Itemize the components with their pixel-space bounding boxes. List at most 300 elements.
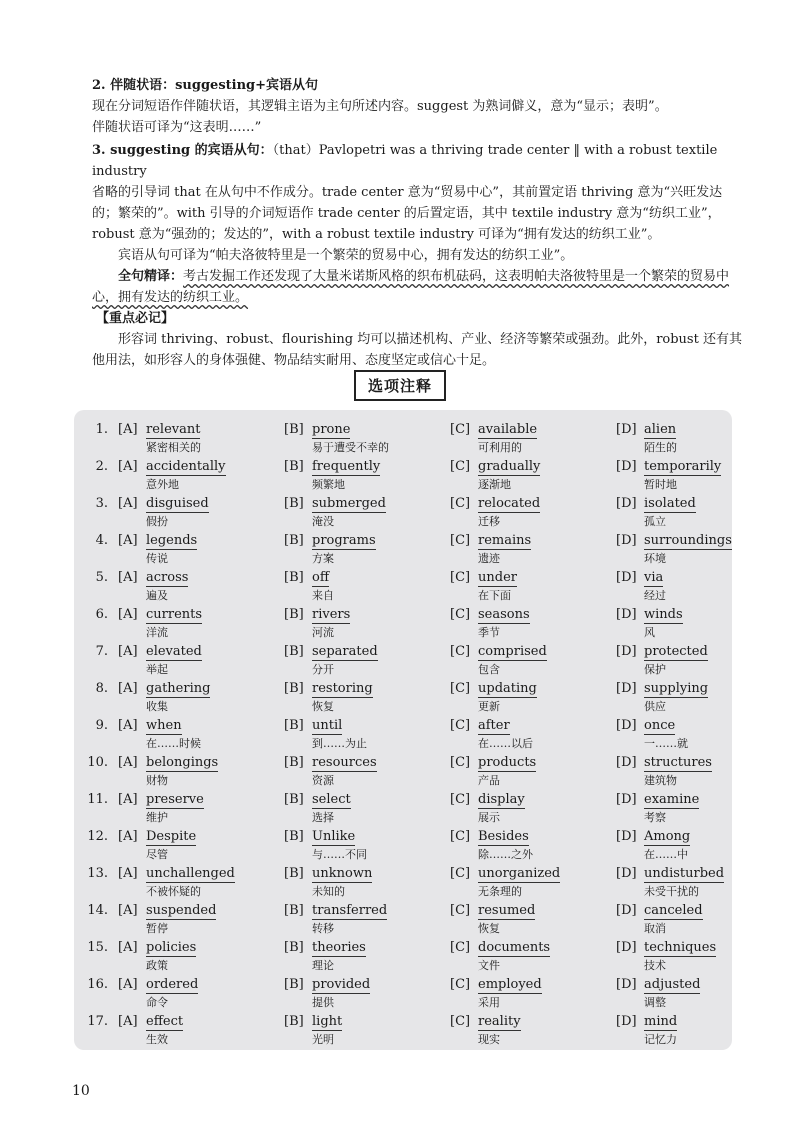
option-translation: 收集	[146, 700, 168, 713]
vocab-option	[284, 642, 444, 679]
question-number: 14.	[87, 903, 108, 918]
vocab-row	[74, 901, 732, 938]
option-letter: [B]	[284, 533, 304, 548]
vocab-option	[616, 568, 776, 605]
option-word: effect	[146, 1014, 184, 1029]
option-translation: 更新	[478, 700, 500, 713]
option-word: adjusted	[644, 977, 701, 992]
option-word: employed	[478, 977, 542, 992]
vocab-option	[450, 753, 610, 790]
option-word: after	[478, 718, 510, 733]
section-3-para-1: 省略的引导词 that 在从句中不作成分。trade center 意为“贸易中心”，其前置定语 thriving 意为“兴旺发达的；繁荣的”。with 引导的介词短语作 trade center 的后置定语，其中 textile industry 意为“纺织工业”，robust 意为“强劲的；发达的”，with a robust textile industry 可译为“拥有发达的纺织工业”。	[92, 185, 723, 242]
option-word: prone	[312, 422, 351, 437]
section-2-line-1: 现在分词短语作伴随状语，其逻辑主语为主句所述内容。suggest 为熟词僻义，意为“显示；表明”。	[92, 99, 668, 114]
option-translation: 选择	[312, 811, 334, 824]
option-word: off	[312, 570, 330, 585]
option-word: resources	[312, 755, 377, 770]
vocab-option	[616, 457, 776, 494]
option-word: provided	[312, 977, 371, 992]
option-translation: 保护	[644, 663, 666, 676]
option-translation: 资源	[312, 774, 334, 787]
vocab-option	[118, 716, 278, 753]
option-translation: 考察	[644, 811, 666, 824]
section-2-body	[92, 96, 742, 138]
vocab-option	[118, 679, 278, 716]
option-word: when	[146, 718, 182, 733]
vocab-option	[284, 605, 444, 642]
option-letter: [C]	[450, 422, 471, 437]
vocab-option	[118, 827, 278, 864]
option-word: legends	[146, 533, 198, 548]
option-word: products	[478, 755, 537, 770]
vocab-option	[616, 938, 776, 975]
option-word: relevant	[146, 422, 201, 437]
option-word: belongings	[146, 755, 219, 770]
vocab-row	[74, 457, 732, 494]
vocab-option	[118, 901, 278, 938]
option-translation: 在……时候	[146, 737, 201, 750]
option-letter: [C]	[450, 607, 471, 622]
vocab-option	[284, 568, 444, 605]
option-translation: 易于遭受不幸的	[312, 441, 389, 454]
option-word: relocated	[478, 496, 541, 511]
option-letter: [C]	[450, 459, 471, 474]
option-word: preserve	[146, 792, 204, 807]
option-letter: [B]	[284, 1014, 304, 1029]
question-number: 9.	[95, 718, 108, 733]
option-letter: [D]	[616, 681, 637, 696]
option-letter: [B]	[284, 755, 304, 770]
page-number: 10	[72, 1083, 90, 1099]
option-word: comprised	[478, 644, 547, 659]
option-translation: 陌生的	[644, 441, 677, 454]
option-translation: 迁移	[478, 515, 500, 528]
vocab-row	[74, 605, 732, 642]
option-letter: [B]	[284, 459, 304, 474]
option-word: protected	[644, 644, 708, 659]
option-word: gradually	[478, 459, 541, 474]
option-translation: 取消	[644, 922, 666, 935]
option-word: programs	[312, 533, 376, 548]
option-translation: 不被怀疑的	[146, 885, 201, 898]
option-letter: [A]	[118, 903, 138, 918]
option-word: seasons	[478, 607, 530, 622]
options-title-wrap	[0, 370, 800, 401]
option-letter: [C]	[450, 792, 471, 807]
vocab-option	[284, 420, 444, 457]
vocab-option	[284, 790, 444, 827]
vocab-row	[74, 494, 732, 531]
option-word: elevated	[146, 644, 202, 659]
option-letter: [B]	[284, 829, 304, 844]
option-word: once	[644, 718, 676, 733]
option-letter: [D]	[616, 718, 637, 733]
question-number: 7.	[95, 644, 108, 659]
option-letter: [C]	[450, 829, 471, 844]
vocab-row	[74, 568, 732, 605]
option-letter: [A]	[118, 533, 138, 548]
question-number: 2.	[95, 459, 108, 474]
option-word: structures	[644, 755, 712, 770]
vocab-option	[450, 457, 610, 494]
option-letter: [B]	[284, 644, 304, 659]
vocab-row	[74, 679, 732, 716]
option-word: alien	[644, 422, 677, 437]
vocab-option	[284, 827, 444, 864]
option-word: separated	[312, 644, 378, 659]
question-number: 8.	[95, 681, 108, 696]
vocab-row	[74, 1012, 732, 1049]
option-word: select	[312, 792, 351, 807]
option-translation: 紧密相关的	[146, 441, 201, 454]
vocab-option	[450, 420, 610, 457]
option-letter: [D]	[616, 644, 637, 659]
option-translation: 展示	[478, 811, 500, 824]
vocab-option	[118, 790, 278, 827]
option-translation: 方案	[312, 552, 334, 565]
option-word: resumed	[478, 903, 536, 918]
option-translation: 文件	[478, 959, 500, 972]
vocab-option	[616, 716, 776, 753]
option-letter: [A]	[118, 422, 138, 437]
vocab-option	[616, 827, 776, 864]
option-translation: 遍及	[146, 589, 168, 602]
option-letter: [D]	[616, 1014, 637, 1029]
vocab-option	[450, 605, 610, 642]
vocab-row	[74, 790, 732, 827]
vocab-option	[284, 679, 444, 716]
option-word: available	[478, 422, 538, 437]
option-word: techniques	[644, 940, 717, 955]
option-letter: [B]	[284, 422, 304, 437]
option-word: ordered	[146, 977, 199, 992]
vocab-option	[284, 1012, 444, 1049]
option-letter: [D]	[616, 459, 637, 474]
vocab-panel	[74, 410, 732, 1050]
option-word: supplying	[644, 681, 709, 696]
option-letter: [A]	[118, 718, 138, 733]
vocab-option	[450, 531, 610, 568]
option-letter: [B]	[284, 792, 304, 807]
option-translation: 暂停	[146, 922, 168, 935]
option-letter: [B]	[284, 903, 304, 918]
question-number: 5.	[95, 570, 108, 585]
option-translation: 供应	[644, 700, 666, 713]
vocab-option	[450, 975, 610, 1012]
option-letter: [C]	[450, 681, 471, 696]
option-word: rivers	[312, 607, 351, 622]
option-letter: [A]	[118, 755, 138, 770]
option-word: across	[146, 570, 189, 585]
full-translation	[92, 266, 742, 308]
vocab-row	[74, 716, 732, 753]
option-word: reality	[478, 1014, 521, 1029]
option-translation: 在……中	[644, 848, 688, 861]
option-translation: 淹没	[312, 515, 334, 528]
vocab-option	[118, 568, 278, 605]
option-translation: 财物	[146, 774, 168, 787]
option-translation: 政策	[146, 959, 168, 972]
question-number: 1.	[95, 422, 108, 437]
option-translation: 到……为止	[312, 737, 367, 750]
section-3-body	[92, 140, 742, 371]
option-word: light	[312, 1014, 343, 1029]
option-word: Despite	[146, 829, 197, 844]
option-translation: 一……就	[644, 737, 688, 750]
option-letter: [D]	[616, 829, 637, 844]
option-letter: [A]	[118, 681, 138, 696]
option-letter: [B]	[284, 607, 304, 622]
option-translation: 假扮	[146, 515, 168, 528]
option-word: frequently	[312, 459, 381, 474]
option-translation: 采用	[478, 996, 500, 1009]
option-word: isolated	[644, 496, 696, 511]
vocab-option	[616, 864, 776, 901]
vocab-option	[616, 531, 776, 568]
option-translation: 尽管	[146, 848, 168, 861]
option-letter: [A]	[118, 977, 138, 992]
vocab-row	[74, 642, 732, 679]
vocab-option	[450, 1012, 610, 1049]
option-translation: 遗迹	[478, 552, 500, 565]
option-translation: 维护	[146, 811, 168, 824]
option-translation: 命令	[146, 996, 168, 1009]
vocab-option	[118, 642, 278, 679]
option-translation: 提供	[312, 996, 334, 1009]
vocab-option	[284, 457, 444, 494]
vocab-option	[284, 531, 444, 568]
option-letter: [A]	[118, 459, 138, 474]
vocab-row	[74, 531, 732, 568]
vocab-option	[284, 864, 444, 901]
vocab-option	[118, 864, 278, 901]
option-letter: [B]	[284, 940, 304, 955]
translation-text: 考古发掘工作还发现了大量米诺斯风格的织布机砝码，这表明帕夫洛彼特里是一个繁荣的贸易中心，拥有发达的纺织工业。	[92, 269, 730, 305]
question-number: 13.	[87, 866, 108, 881]
option-translation: 调整	[644, 996, 666, 1009]
option-letter: [C]	[450, 496, 471, 511]
option-word: via	[644, 570, 664, 585]
vocab-option	[284, 716, 444, 753]
option-letter: [D]	[616, 570, 637, 585]
question-number: 4.	[95, 533, 108, 548]
option-letter: [A]	[118, 496, 138, 511]
vocab-option	[450, 716, 610, 753]
option-word: examine	[644, 792, 700, 807]
option-word: documents	[478, 940, 551, 955]
option-translation: 与……不同	[312, 848, 367, 861]
option-word: until	[312, 718, 343, 733]
option-word: remains	[478, 533, 532, 548]
vocab-option	[616, 605, 776, 642]
option-translation: 来自	[312, 589, 334, 602]
option-letter: [D]	[616, 607, 637, 622]
key-points-label: 【重点必记】	[96, 311, 175, 326]
vocab-option	[616, 1012, 776, 1049]
option-translation: 建筑物	[644, 774, 677, 787]
question-number: 15.	[87, 940, 108, 955]
vocab-option	[284, 938, 444, 975]
option-letter: [A]	[118, 792, 138, 807]
vocab-option	[450, 494, 610, 531]
option-word: temporarily	[644, 459, 722, 474]
option-word: transferred	[312, 903, 388, 918]
option-letter: [B]	[284, 977, 304, 992]
section-3-para-2: 宾语从句可译为“帕夫洛彼特里是一个繁荣的贸易中心，拥有发达的纺织工业”。	[118, 248, 574, 263]
option-word: updating	[478, 681, 537, 696]
option-translation: 频繁地	[312, 478, 345, 491]
question-number: 16.	[87, 977, 108, 992]
option-translation: 光明	[312, 1033, 334, 1046]
vocab-option	[450, 827, 610, 864]
vocab-option	[616, 975, 776, 1012]
option-letter: [C]	[450, 533, 471, 548]
option-letter: [A]	[118, 1014, 138, 1029]
option-translation: 无条理的	[478, 885, 522, 898]
option-word: gathering	[146, 681, 211, 696]
key-points-text: 形容词 thriving、robust、flourishing 均可以描述机构、产业、经济等繁荣或强劲。此外，robust 还有其他用法，如形容人的身体强健、物品结实耐用、态度坚定或信心十足。	[92, 332, 742, 368]
option-word: theories	[312, 940, 366, 955]
option-letter: [A]	[118, 570, 138, 585]
question-number: 11.	[87, 792, 108, 807]
vocab-option	[616, 642, 776, 679]
vocab-option	[118, 494, 278, 531]
option-word: unknown	[312, 866, 373, 881]
option-letter: [C]	[450, 570, 471, 585]
vocab-option	[284, 494, 444, 531]
option-translation: 季节	[478, 626, 500, 639]
option-translation: 除……之外	[478, 848, 533, 861]
vocab-row	[74, 753, 732, 790]
vocab-option	[616, 901, 776, 938]
option-word: display	[478, 792, 525, 807]
options-title: 选项注释	[354, 370, 446, 401]
question-number: 3.	[95, 496, 108, 511]
option-letter: [C]	[450, 903, 471, 918]
option-translation: 在……以后	[478, 737, 533, 750]
option-word: canceled	[644, 903, 703, 918]
option-translation: 意外地	[146, 478, 179, 491]
option-letter: [D]	[616, 940, 637, 955]
option-letter: [A]	[118, 607, 138, 622]
vocab-row	[74, 864, 732, 901]
option-translation: 恢复	[478, 922, 500, 935]
option-translation: 转移	[312, 922, 334, 935]
option-word: currents	[146, 607, 203, 622]
vocab-option	[118, 457, 278, 494]
option-word: accidentally	[146, 459, 226, 474]
option-word: submerged	[312, 496, 386, 511]
option-letter: [A]	[118, 644, 138, 659]
vocab-option	[450, 901, 610, 938]
option-letter: [C]	[450, 1014, 471, 1029]
option-translation: 未受干扰的	[644, 885, 699, 898]
option-translation: 理论	[312, 959, 334, 972]
option-translation: 现实	[478, 1033, 500, 1046]
vocab-option	[118, 753, 278, 790]
vocab-row	[74, 420, 732, 457]
option-letter: [D]	[616, 977, 637, 992]
vocab-row	[74, 975, 732, 1012]
option-word: surroundings	[644, 533, 732, 548]
question-number: 10.	[87, 755, 108, 770]
option-translation: 环境	[644, 552, 666, 565]
vocab-option	[450, 938, 610, 975]
option-letter: [B]	[284, 496, 304, 511]
vocab-option	[118, 975, 278, 1012]
option-translation: 恢复	[312, 700, 334, 713]
option-word: under	[478, 570, 517, 585]
option-letter: [B]	[284, 718, 304, 733]
option-letter: [D]	[616, 866, 637, 881]
vocab-option	[450, 568, 610, 605]
translation-label: 全句精译：	[118, 269, 184, 284]
vocab-option	[284, 975, 444, 1012]
option-word: Unlike	[312, 829, 356, 844]
option-translation: 风	[644, 626, 655, 639]
option-translation: 举起	[146, 663, 168, 676]
option-translation: 逐渐地	[478, 478, 511, 491]
option-letter: [B]	[284, 570, 304, 585]
option-word: suspended	[146, 903, 217, 918]
vocab-option	[616, 679, 776, 716]
option-letter: [D]	[616, 533, 637, 548]
vocab-option	[118, 531, 278, 568]
question-number: 17.	[87, 1014, 108, 1029]
option-letter: [A]	[118, 940, 138, 955]
option-letter: [C]	[450, 977, 471, 992]
question-number: 6.	[95, 607, 108, 622]
option-word: winds	[644, 607, 683, 622]
option-translation: 技术	[644, 959, 666, 972]
option-word: disguised	[146, 496, 209, 511]
option-letter: [D]	[616, 792, 637, 807]
option-translation: 孤立	[644, 515, 666, 528]
option-word: mind	[644, 1014, 678, 1029]
option-letter: [D]	[616, 422, 637, 437]
option-translation: 洋流	[146, 626, 168, 639]
option-translation: 河流	[312, 626, 334, 639]
vocab-option	[450, 790, 610, 827]
option-letter: [D]	[616, 903, 637, 918]
vocab-option	[450, 679, 610, 716]
option-word: policies	[146, 940, 197, 955]
option-letter: [C]	[450, 755, 471, 770]
option-translation: 生效	[146, 1033, 168, 1046]
section-3-label: 3. suggesting 的宾语从句：	[92, 143, 273, 158]
option-translation: 暂时地	[644, 478, 677, 491]
option-letter: [C]	[450, 940, 471, 955]
option-word: Among	[644, 829, 691, 844]
vocab-option	[616, 494, 776, 531]
section-3-sentence: （that）Pavlopetri was a thriving trade center ‖ with a robust textile industry	[92, 143, 718, 179]
option-letter: [C]	[450, 718, 471, 733]
question-number: 12.	[87, 829, 108, 844]
vocab-option	[284, 901, 444, 938]
option-translation: 包含	[478, 663, 500, 676]
option-letter: [C]	[450, 866, 471, 881]
vocab-row	[74, 938, 732, 975]
option-translation: 经过	[644, 589, 666, 602]
option-translation: 产品	[478, 774, 500, 787]
vocab-option	[450, 864, 610, 901]
vocab-option	[284, 753, 444, 790]
option-word: Besides	[478, 829, 529, 844]
option-translation: 记忆力	[644, 1033, 677, 1046]
vocab-option	[450, 642, 610, 679]
vocab-option	[118, 1012, 278, 1049]
option-letter: [B]	[284, 866, 304, 881]
